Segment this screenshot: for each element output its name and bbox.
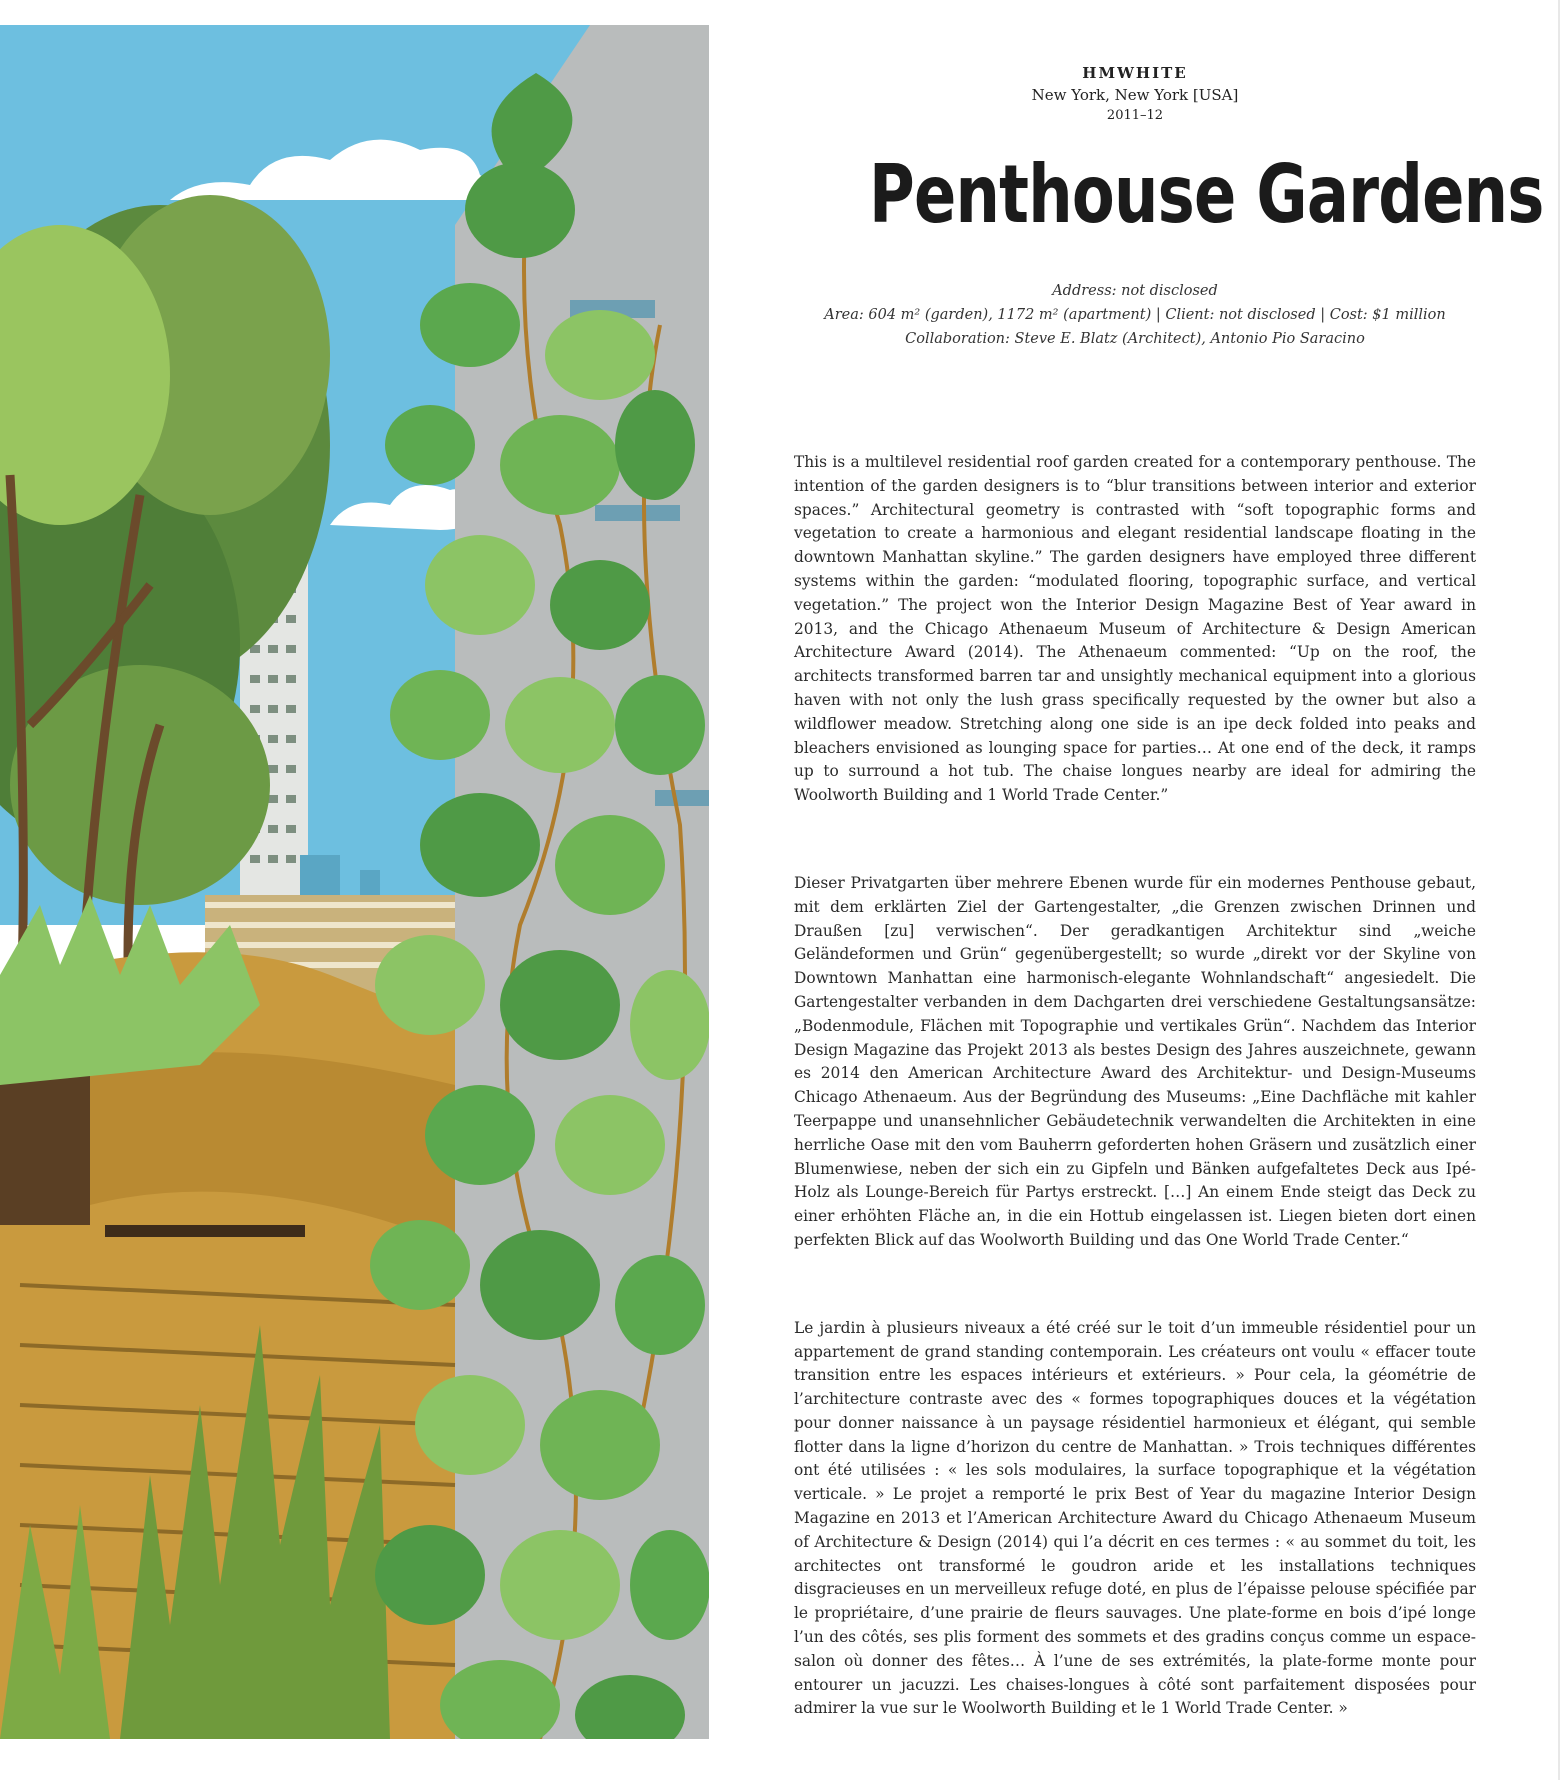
page-title: Penthouse Gardens — [869, 148, 1544, 241]
project-years: 2011–12 — [1106, 108, 1164, 123]
body-text — [794, 451, 1476, 1721]
article-header — [794, 64, 1544, 241]
garden-illustration — [0, 25, 709, 1739]
meta-address: Address: not disclosed — [1052, 283, 1218, 299]
meta-details: Area: 604 m² (garden), 1172 m² (apartment) | Client: not disclosed | Cost: $1 million — [824, 307, 1446, 323]
article — [794, 64, 1544, 1785]
designer-name: HMWHITE — [1082, 64, 1188, 82]
paragraph-french: Le jardin à plusieurs niveaux a été créé sur le toit d’un immeuble résidentiel pour un appartement de grand standing contemporain. Les créateurs ont voulu « effacer toute transition entre les espaces intérieurs et extérieurs. » Pour cela, la géométrie de l’architecture contraste avec des « formes topographiques douces et la végétation pour donner naissance à un paysage résidentiel harmonieux et élégant, qui semble flotter dans la ligne d’horizon du centre de Manhattan. » Trois techniques différentes ont été utilisées : « les sols modulaires, la surface topographique et la végétation verticale. » Le projet a remporté le prix Best of Year du magazine Interior Design Magazine en 2013 et l’American Architecture Award du Chicago Athenaeum Museum of Architecture & Design (2014) qui l’a décrit en ces termes : « au sommet du toit, les architectes ont transformé le goudron aride et les installations techniques disgracieuses en un merveilleux refuge doté, en plus de l’épaisse pelouse spécifiée par le propriétaire, d’une prairie de fleurs sauvages. Une plate-forme en bois d’ipé longe l’un des côtés, ses plis forment des sommets et des gradins conçus comme un espace-salon où donner des fêtes… À l’une de ses extrémités, la plate-forme monte pour entourer un jacuzzi. Les chaises-longues à côté sont parfaitement disposées pour admirer la vue sur le Woolworth Building et le 1 World Trade Center. » — [794, 1318, 1476, 1718]
paragraph-german: Dieser Privatgarten über mehrere Ebenen wurde für ein modernes Penthouse gebaut, mit dem erklärten Ziel der Gartengestalter, „die Grenzen zwischen Drinnen und Draußen [zu] verwischen“. Der geradkantigen Architektur sind „weiche Geländeformen und Grün“ gegenübergestellt; so wurde „direkt vor der Skyline von Downtown Manhattan eine harmonisch-elegante Wohnlandschaft“ angesiedelt. Die Gartengestalter verbanden in dem Dachgarten drei verschiedene Gestaltungsansätze: „Bodenmodule, Flächen mit Topographie und vertikales Grün“. Nachdem das Interior Design Magazine das Projekt 2013 als bestes Design des Jahres auszeichnete, gewann es 2014 den American Architecture Award des Architektur- und Design-Museums Chicago Athenaeum. Aus der Begründung des Museums: „Eine Dachfläche mit kahler Teerpappe und unansehnlicher Gebäudetechnik verwandelten die Architekten in eine herrliche Oase mit den vom Bauherrn geforderten hohen Gräsern und zusätzlich einer Blumenwiese, neben der sich ein zu Gipfeln und Bänken aufgefaltetes Deck aus Ipé-Holz als Lounge-Bereich für Partys erstreckt. […] An einem Ende steigt das Deck zu einer erhöhten Fläche an, in die ein Hottub eingelassen ist. Liegen bieten dort einen perfekten Blick auf das Woolworth Building und das One World Trade Center.“ — [794, 873, 1476, 1249]
meta-collaboration: Collaboration: Steve E. Blatz (Architect), Antonio Pio Saracino — [905, 331, 1365, 347]
paragraph-english: This is a multilevel residential roof garden created for a contemporary penthouse. The intention of the garden designers is to “blur transitions between interior and exterior spaces.” Architectural geometry is contrasted with “soft topographic forms and vegetation to create a harmonious and elegant residential landscape floating in the downtown Manhattan skyline.” The garden designers have employed three different systems within the garden: “modulated flooring, topographic surface, and vertical vegetation.” The project won the Interior Design Magazine Best of Year award in 2013, and the Chicago Athenaeum Museum of Architecture & Design American Architecture Award (2014). The Athenaeum commented: “Up on the roof, the architects transformed barren tar and unsightly mechanical equipment into a glorious haven with not only the lush grass specifically requested by the owner but also a wildflower meadow. Stretching along one side is an ipe deck folded into peaks and bleachers envisioned as lounging space for parties… At one end of the deck, it ramps up to surround a hot tub. The chaise longues nearby are ideal for admiring the Woolworth Building and 1 World Trade Center.” — [794, 453, 1476, 805]
project-location: New York, New York [USA] — [1031, 86, 1239, 104]
project-meta — [794, 279, 1476, 351]
